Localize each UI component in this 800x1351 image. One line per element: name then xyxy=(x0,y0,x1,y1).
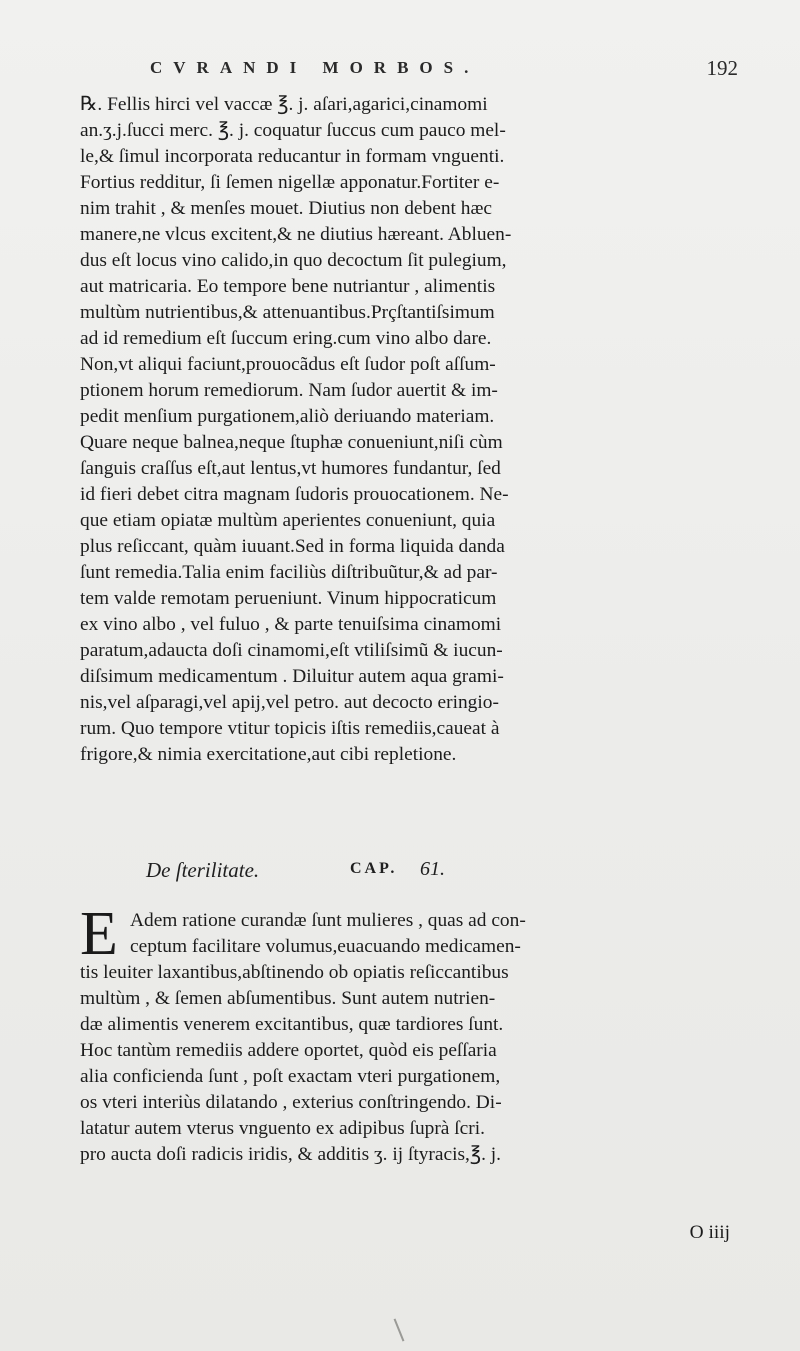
text-line: que etiam opiatæ multùm aperientes conueniunt, quia xyxy=(80,510,496,531)
text-line: pro aucta doſi radicis iridis, & additis ʒ. ij ſtyracis,℥. j. xyxy=(80,1144,502,1165)
text-line: paratum,adaucta doſi cinamomi,eſt vtiliſsimũ & iucun- xyxy=(80,640,503,661)
text-line: nis,vel aſparagi,vel apij,vel petro. aut decocto eringio- xyxy=(80,692,499,713)
text-line: plus reſiccant, quàm iuuant.Sed in forma liquida danda xyxy=(80,536,505,557)
text-line: id fieri debet citra magnam ſudoris prouocationem. Ne- xyxy=(80,484,509,505)
paragraph-2 xyxy=(80,900,740,1168)
text-line: ptionem horum remediorum. Nam ſudor auertit & im- xyxy=(80,380,498,401)
drop-cap: E xyxy=(80,900,118,968)
text-line: frigore,& nimia exercitatione,aut cibi repletione. xyxy=(80,744,457,765)
text-line: alia conficienda ſunt , poſt exactam vteri purgationem, xyxy=(80,1066,501,1087)
text-line: ceptum facilitare volumus,euacuando medicamen- xyxy=(130,936,521,957)
text-line: aut matricaria. Eo tempore bene nutriantur , alimentis xyxy=(80,276,496,297)
text-line: Quare neque balnea,neque ſtuphæ conueniunt,niſi cùm xyxy=(80,432,503,453)
text-line: multùm , & ſemen abſumentibus. Sunt autem nutrien- xyxy=(80,988,496,1009)
text-line: os vteri interiùs dilatando , exterius conſtringendo. Di- xyxy=(80,1092,502,1113)
text-line: ſanguis craſſus eſt,aut lentus,vt humores fundantur, ſed xyxy=(80,458,501,479)
text-line: ad id remedium eſt ſuccum ering.cum vino albo dare. xyxy=(80,328,492,349)
text-line: Fortius redditur, ſi ſemen nigellæ apponatur.Fortiter e- xyxy=(80,172,500,193)
chapter-heading xyxy=(80,858,740,890)
text-line: ℞. Fellis hirci vel vaccæ ℥. j. aſari,agarici,cinamomi xyxy=(80,94,488,115)
text-line: Adem ratione curandæ ſunt mulieres , quas ad con- xyxy=(130,910,526,931)
page-number: 192 xyxy=(706,56,738,80)
ink-mark xyxy=(394,1318,405,1341)
text-line: ſunt remedia.Talia enim faciliùs diſtribuũtur,& ad par- xyxy=(80,562,498,583)
chapter-label: CAP. xyxy=(350,860,398,877)
text-line: Hoc tantùm remediis addere oportet, quòd eis peſſaria xyxy=(80,1040,497,1061)
text-line: an.ʒ.j.ſucci merc. ℥. j. coquatur ſuccus cum pauco mel- xyxy=(80,120,506,141)
paragraph-1 xyxy=(80,92,740,768)
chapter-title: De ſterilitate. xyxy=(146,858,260,882)
text-line: tem valde remotam perueniunt. Vinum hippocraticum xyxy=(80,588,497,609)
text-line: dæ alimentis venerem excitantibus, quæ tardiores ſunt. xyxy=(80,1014,504,1035)
page-header xyxy=(60,46,760,86)
text-line: Non,vt aliqui faciunt,prouocãdus eſt ſudor poſt aſſum- xyxy=(80,354,496,375)
text-line: pedit menſium purgationem,aliò deriuando materiam. xyxy=(80,406,495,427)
signature-mark: O iiij xyxy=(689,1222,730,1243)
text-line: diſsimum medicamentum . Diluitur autem aqua grami- xyxy=(80,666,504,687)
text-line: manere,ne vlcus excitent,& ne diutius hæreant. Abluen- xyxy=(80,224,512,245)
text-line: ex vino albo , vel fuluo , & parte tenuiſsima cinamomi xyxy=(80,614,502,635)
running-head: CVRANDI MORBOS. xyxy=(150,58,480,77)
chapter-number: 61. xyxy=(420,858,445,880)
text-line: latatur autem vterus vnguento ex adipibus ſuprà ſcri. xyxy=(80,1118,485,1139)
text-line: rum. Quo tempore vtitur topicis iſtis remediis,caueat à xyxy=(80,718,500,739)
text-line: nim trahit , & menſes mouet. Diutius non debent hæc xyxy=(80,198,492,219)
text-line: multùm nutrientibus,& attenuantibus.Prçſtantiſsimum xyxy=(80,302,495,323)
text-line: le,& ſimul incorporata reducantur in formam vnguenti. xyxy=(80,146,505,167)
text-line: tis leuiter laxantibus,abſtinendo ob opiatis reſiccantibus xyxy=(80,962,509,983)
text-line: dus eſt locus vino calido,in quo decoctum ſit pulegium, xyxy=(80,250,507,271)
